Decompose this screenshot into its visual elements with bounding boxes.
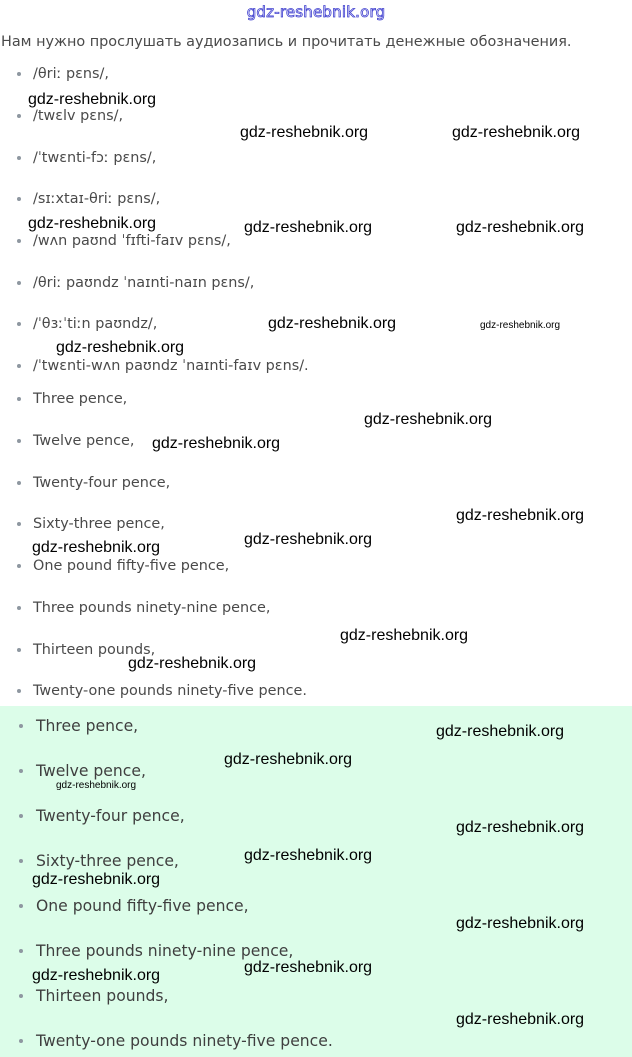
bullet-icon xyxy=(17,72,21,76)
watermark: gdz-reshebnik.org xyxy=(456,915,585,932)
transcription-text: /θriː pɛns/, xyxy=(33,66,109,82)
task-intro: Нам нужно прослушать аудиозапись и прочитать денежные обозначения. xyxy=(1,34,572,50)
bullet-icon xyxy=(19,859,23,863)
reading-text: Twenty-four pence, xyxy=(33,475,171,491)
watermark: gdz-reshebnik.org xyxy=(32,871,161,888)
watermark: gdz-reshebnik.org xyxy=(32,967,161,984)
watermark: gdz-reshebnik.org xyxy=(244,959,373,976)
bullet-icon xyxy=(17,114,21,118)
transcription-text: /wʌn paʊnd ˈfɪfti-faɪv pɛns/, xyxy=(33,233,231,249)
watermark: gdz-reshebnik.org xyxy=(28,215,157,232)
watermark: gdz-reshebnik.org xyxy=(28,91,157,108)
transcription-text: /sɪːxtaɪ-θriː pɛns/, xyxy=(33,191,161,207)
reading-text: Three pounds ninety-nine pence, xyxy=(33,600,271,616)
watermark: gdz-reshebnik.org xyxy=(452,124,581,141)
reading-text: Twenty-one pounds ninety-five pence. xyxy=(33,683,307,699)
watermark: gdz-reshebnik.org xyxy=(128,655,257,672)
watermark: gdz-reshebnik.org xyxy=(152,435,281,452)
bullet-icon xyxy=(17,522,21,526)
bullet-icon xyxy=(17,606,21,610)
answer-text: One pound fifty-five pence, xyxy=(36,897,249,915)
transcription-text: /θriː paʊndz ˈnaɪnti-naɪn pɛns/, xyxy=(33,275,255,291)
watermark: gdz-reshebnik.org xyxy=(244,847,373,864)
watermark: gdz-reshebnik.org xyxy=(56,339,185,356)
answer-text: Sixty-three pence, xyxy=(36,852,179,870)
bullet-icon xyxy=(19,949,23,953)
watermark: gdz-reshebnik.org xyxy=(268,315,397,332)
watermark: gdz-reshebnik.org xyxy=(480,320,561,331)
watermark: gdz-reshebnik.org xyxy=(456,507,585,524)
watermark: gdz-reshebnik.org xyxy=(244,219,373,236)
bullet-icon xyxy=(19,724,23,728)
reading-text: Sixty-three pence, xyxy=(33,516,165,532)
answer-text: Twenty-four pence, xyxy=(36,807,185,825)
watermark: gdz-reshebnik.org xyxy=(364,411,493,428)
bullet-icon xyxy=(17,156,21,160)
reading-text: Twelve pence, xyxy=(33,433,135,449)
watermark: gdz-reshebnik.org xyxy=(340,627,469,644)
bullet-icon xyxy=(17,397,21,401)
watermark: gdz-reshebnik.org xyxy=(456,819,585,836)
answer-text: Thirteen pounds, xyxy=(36,987,169,1005)
transcription-text: /ˈtwɛnti-wʌn paʊndz ˈnaɪnti-faɪv pɛns/. xyxy=(33,358,309,374)
bullet-icon xyxy=(19,994,23,998)
watermark: gdz-reshebnik.org xyxy=(436,723,565,740)
transcription-text: /twɛlv pɛns/, xyxy=(33,108,124,124)
bullet-icon xyxy=(19,904,23,908)
transcription-text: /ˈθɜːˈtiːn paʊndz/, xyxy=(33,316,158,332)
bullet-icon xyxy=(19,1039,23,1043)
bullet-icon xyxy=(17,364,21,368)
reading-text: Thirteen pounds, xyxy=(33,642,156,658)
bullet-icon xyxy=(17,239,21,243)
watermark: gdz-reshebnik.org xyxy=(32,539,161,556)
watermark: gdz-reshebnik.org xyxy=(240,124,369,141)
bullet-icon xyxy=(17,439,21,443)
watermark: gdz-reshebnik.org xyxy=(244,531,373,548)
answer-text: Three pence, xyxy=(36,717,139,735)
reading-text: Three pence, xyxy=(33,391,128,407)
answer-text: Twenty-one pounds ninety-five pence. xyxy=(36,1032,333,1050)
bullet-icon xyxy=(17,564,21,568)
answer-text: Three pounds ninety-nine pence, xyxy=(36,942,294,960)
bullet-icon xyxy=(19,769,23,773)
watermark: gdz-reshebnik.org xyxy=(456,1011,585,1028)
bullet-icon xyxy=(17,481,21,485)
watermark: gdz-reshebnik.org xyxy=(456,219,585,236)
bullet-icon xyxy=(17,281,21,285)
transcription-text: /ˈtwɛnti-fɔː pɛns/, xyxy=(33,150,157,166)
site-header-logo[interactable]: gdz-reshebnik.org xyxy=(246,3,386,21)
answer-text: Twelve pence, xyxy=(36,762,146,780)
bullet-icon xyxy=(17,322,21,326)
watermark: gdz-reshebnik.org xyxy=(224,751,353,768)
watermark: gdz-reshebnik.org xyxy=(56,780,137,791)
bullet-icon xyxy=(17,197,21,201)
bullet-icon xyxy=(17,689,21,693)
bullet-icon xyxy=(17,648,21,652)
bullet-icon xyxy=(19,814,23,818)
reading-text: One pound fifty-five pence, xyxy=(33,558,230,574)
